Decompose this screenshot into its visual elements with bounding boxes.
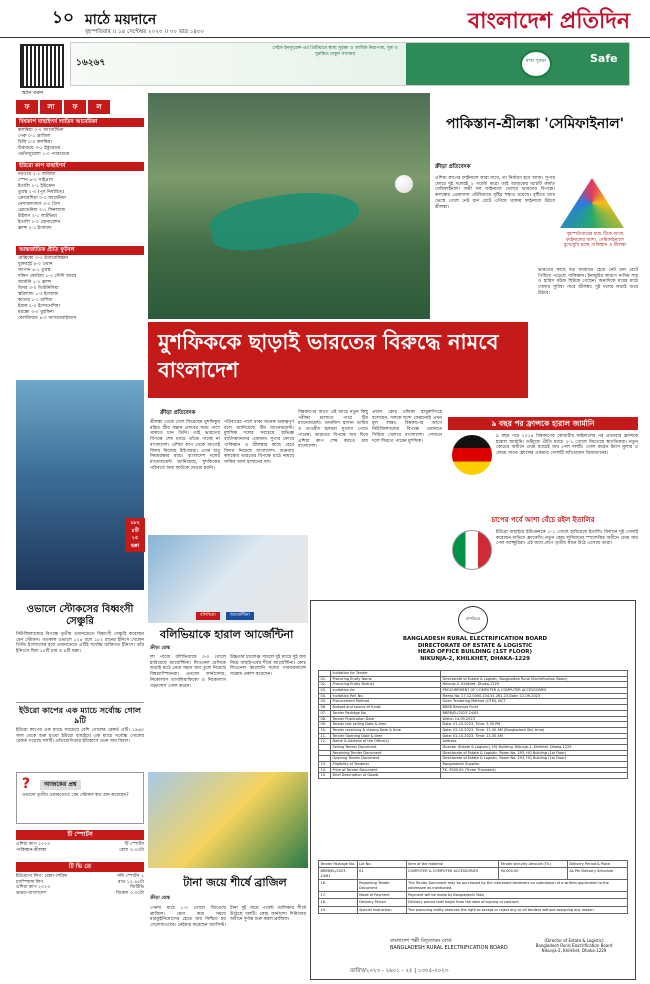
- table-row: [319, 880, 628, 892]
- table-row: [319, 868, 628, 880]
- tender-cell: Eligibility of Tenderer: [331, 762, 441, 768]
- results-block-euro: [16, 162, 144, 232]
- score-tag: [125, 518, 145, 552]
- tender-cell: 12.: [319, 739, 331, 745]
- note-val: Payment will be made by Bangladeshi Taka: [406, 891, 627, 898]
- asia-cup-logo: [560, 178, 624, 228]
- publication-date: বৃহস্পতিবার ।। ১৪ সেপ্টেম্বর ২০২৩ ।। ৩০ ভাদ্র ১৪৩০: [85, 29, 205, 35]
- tv-line: পাকিস্তান-শ্রীলঙ্কা: [16, 847, 47, 853]
- tender-cell: Invitation Ref. No.: [331, 693, 441, 699]
- result-line: ফ্রান্স ২-১ ইংল্যান্ড: [18, 225, 52, 231]
- tender-cell: Bangladeshi Supplier: [441, 762, 628, 768]
- tender-cell: TK. 3000.00 (Three Thousand): [441, 767, 628, 773]
- note-val: The Tender Document may be purchased by the interested tenderers on submission of a written application to the addressee as mentioned.: [406, 880, 627, 892]
- result-line: স্পেন ৬-০ সাইপ্রাস: [18, 177, 53, 183]
- tender-cell: Date: 02.10.2023, Time: 11.00 AM (Bangladesh Std. time): [441, 727, 628, 733]
- results-block-friendly: [16, 246, 144, 322]
- tender-cell: 10.: [319, 727, 331, 733]
- tender-cell: Directorate of Estate & Logistic, Bangladesh Rural Electrification Board,: [441, 676, 628, 682]
- team-tag-argentina: আর্জেন্টিনা: [226, 612, 254, 620]
- tender-cell: Invitation for: [331, 688, 441, 694]
- results-block-title: আন্তর্জাতিক প্রীতি ফুটবল: [16, 246, 144, 255]
- result-line: কাতার ১-১ রাশিয়া: [18, 297, 53, 303]
- results-tab: ল: [88, 100, 110, 114]
- result-line: নরওয়ে ২-১ জর্জিয়া: [18, 171, 56, 177]
- tender-lot-table: [318, 860, 628, 914]
- qr-label: স্ক্যান করুন: [22, 90, 44, 96]
- result-line: তুরস্ক ২-৩ (পূর্ণ নির্ধারিত): [18, 189, 65, 195]
- quiz-title: আজকের প্রশ্ন: [40, 780, 81, 790]
- tv-line: ইউরোপা লিগ: রোমা-শেরিফ: [16, 874, 68, 879]
- result-line: মরক্কো ৩-০ বুরকিনা: [18, 309, 54, 315]
- tv-line: চ্যাম্পিয়ন্স লিগ: [16, 879, 44, 885]
- stokes-headline: ওভালে স্টোকসের বিধ্বংসী সেঞ্চুরি: [26, 604, 134, 627]
- euro-body: ইউরো কাপের এক ম্যাচে সবচেয়ে বেশি গোলের রেকর্ড এটি। ১৯৬০ সাল থেকে শুরু হওয়া ইউরো বাছাইয়ে এক ম্যাচে সর্বোচ্চ গোলের রেকর্ড গড়েছে দলটি। প্রতিযোগিতার ইতিহাসে এমন জয় বিরল।: [16, 728, 144, 745]
- euro-headline: ইউরো কাপের এক ম্যাচে সর্বোচ্চ গোল ৯টি: [16, 702, 144, 725]
- mushfiq-col-1: শ্রীলঙ্কা থেকে দেশে ফিরেছেন মুশফিকুর রহিম। স্ত্রীর সন্তান প্রসবের সময় পাশে থাকতে চান তিনি। তাই ভারতের বিপক্ষে শেষ ম্যাচে তাঁকে পাচ্ছে না বাংলাদেশ। এশিয়া কাপ থেকে আগেই বিদায় নিয়েছে টাইগাররা। এখন শুধু নিয়মরক্ষার ম্যাচ। বাংলাদেশ দলের ম্যানেজমেন্ট জানিয়েছে, মুশফিকের পরিবর্তে অন্য কাউকে নেওয়া হয়নি।: [150, 420, 220, 471]
- note-key: Delivery Period: [357, 899, 406, 906]
- tender-sign-line: (Director of Estate & Logistic): [544, 938, 604, 943]
- brazil-headline: টানা জয়ে শীর্ষে ব্রাজিল: [183, 876, 287, 889]
- stokes-body: নিউজিল্যান্ডের বিপক্ষে তৃতীয় ওয়ানডেতে বিধ্বংসী সেঞ্চুরি করেছেন বেন স্টোকস। গতকাল ওভালে ১২৪ বলে ১৮২ রানের ইনিংস খেলেন তিনি। ইংল্যান্ডের হয়ে ওয়ানডেতে এটিই সর্বোচ্চ ব্যক্তিগত ইনিংস। তাঁর ইনিংসে ছিল ১৫টি চার ও ৯টি ছক্কা।: [16, 632, 144, 655]
- result-line: ভেনিজুয়েলা ১-০ প্যারাগুয়ে: [18, 151, 70, 157]
- ad-hotline: ১৬২৬৭: [76, 58, 106, 68]
- mushfiq-headline: মুশফিককে ছাড়াই ভারতের বিরুদ্ধে নামবে বাংলাদেশ: [148, 322, 528, 398]
- tender-cell: 05.: [319, 699, 331, 705]
- tender-cell: Date: 02.10.2023, Time: 11.30 AM: [441, 733, 628, 739]
- football-icon: [395, 175, 413, 193]
- stokes-photo: [16, 380, 144, 590]
- brazil-body-2: টানা দুই জয়ে পয়েন্ট তালিকার শীর্ষে উঠেছে দলটি। কোচ ফার্নান্দো দিনিজের অধীনে দুর্দান্ত শুরু করল ব্রাজিল।: [230, 906, 306, 923]
- tender-footer: তারিখ/২০২৩ - ২৬০১ - ২৫ | ১৩০৫-২০২৩: [350, 968, 449, 974]
- note-num: 17.: [319, 891, 358, 898]
- lot-head-cell: Item of the material: [406, 861, 499, 868]
- tender-cell: Directorate of Estate & Logistic, Room No. 293, HQ Building (1st Floor): [441, 750, 628, 756]
- tender-org-line: DIRECTORATE OF ESTATE & LOGISTIC: [417, 642, 533, 649]
- tv-line: সনি স্পোর্টস ২: [117, 874, 144, 879]
- tender-cell: Tender Publication Date: [331, 716, 441, 722]
- tv-line: এশিয়া কাপ ২০২৩: [16, 885, 51, 891]
- tender-cell: 03.: [319, 688, 331, 694]
- lot-head-cell: Lot No.: [357, 861, 406, 868]
- tender-org-line: BANGLADESH RURAL ELECTRIFICATION BOARD: [402, 636, 548, 642]
- result-line: নেদারল্যান্ডস ৩-০ গ্রিস: [18, 201, 61, 207]
- lot-cell: As Per Delivery Schedule: [567, 868, 627, 880]
- tender-cell: Director (Estate & Logistic), HQ Building, Nikunja-2, Khilkhet, Dhaka-1229: [441, 744, 628, 750]
- tv-line: বেলা ৩.৩০টা: [119, 847, 144, 853]
- tender-cell: Memo No. 27.12.0000.104.51.261.23.Date: 12-09-2023: [441, 693, 628, 699]
- score-tag-line: ৪টি: [131, 527, 139, 534]
- note-key: Regarding Tender Document: [357, 880, 406, 892]
- tender-cell: 06.: [319, 705, 331, 711]
- tender-cell: Tender Package No.: [331, 710, 441, 716]
- results-block-latam: [16, 118, 144, 158]
- table-row: [319, 906, 628, 913]
- ad-tagline: সেইফ ইনস্যুরেন্স-এর প্রিমিয়ামে স্বাস্থ্য সুরক্ষা ও আর্থিক নিরাপত্তা, সুস্থ ও সুরক্ষিত থাকুন সবসময়: [272, 46, 398, 57]
- tender-signature-org: [390, 938, 508, 951]
- tender-cell: Price of Tender Document: [331, 767, 441, 773]
- ad-logo: Safe: [590, 52, 618, 65]
- tender-cell: Brief Description of Goods: [331, 773, 441, 779]
- result-line: ইতালি ১-০ জেনারেশন: [18, 219, 61, 225]
- lot-head-cell: Delivery Period & Place: [567, 861, 627, 868]
- result-line: জার্মানি ১-২ ফ্রান্স: [18, 279, 52, 285]
- tender-cell: Invitation for Tender: [331, 671, 441, 677]
- tv-line: বিকেল ৩.৩০টা: [115, 891, 144, 897]
- tender-cell: Open Tendering Method (OTM), NCT: [441, 699, 628, 705]
- table-row: [319, 899, 628, 906]
- result-line: যুক্তরাষ্ট্র ৪-০ ওমান: [18, 261, 53, 267]
- tv-line: টি স্পোর্টস: [124, 842, 144, 847]
- lot-cell: 90,000.00: [499, 868, 568, 880]
- lot-cell: COMPUTER & COMPUTER ACCESSORIES: [406, 868, 499, 880]
- score-tag-line: ছক্কা: [130, 542, 140, 549]
- result-line: কলম্বিয়া ০-০ আর্জেন্টিনা: [18, 127, 64, 133]
- germany-headline: ৯ বছর পর ফ্রান্সকে হারাল জার্মানি: [448, 417, 638, 430]
- pakistan-body: এশিয়া কাপের ফাইনালে কারা যাবে, তা নির্ধারণ হবে আজ। সুপার ফোরে দুই দলেরই ২ পয়েন্ট করে। তাই আজকের ম্যাচটি কার্যত সেমিফাইনাল। জয়ী দল ফাইনালে খেলবে ভারতের বিপক্ষে। কলম্বোর প্রেমাদাসা স্টেডিয়ামে বৃষ্টির শঙ্কাও রয়েছে। বৃষ্টিতে ম্যাচ ভেস্তে গেলে নেট রান রেটে এগিয়ে থাকায় ফাইনালে উঠবে শ্রীলঙ্কা।: [435, 176, 555, 210]
- tender-cell: Budget and source of funds: [331, 705, 441, 711]
- tender-sign-line: বাংলাদেশ পল্লী বিদ্যুতায়ন বোর্ড: [390, 938, 452, 944]
- tender-cell: 01.: [319, 676, 331, 682]
- tender-cell: Date: 01.10.2023, Time: 3.30 PM: [441, 722, 628, 728]
- tender-cell: Procurement Method: [331, 699, 441, 705]
- note-key: Special Instruction: [357, 906, 406, 913]
- tender-org-line: HEAD OFFICE BUILDING (1ST FLOOR): [417, 649, 533, 656]
- tv-head-1: টি স্পোর্টস: [16, 830, 144, 840]
- tender-cell: 11.: [319, 733, 331, 739]
- pakistan-headline: পাকিস্তান-শ্রীলঙ্কা 'সেমিফাইনাল': [445, 116, 625, 132]
- brazil-byline: ক্রীড়া ডেস্ক: [150, 896, 170, 901]
- tender-signatory: [520, 938, 628, 954]
- tender-cell: Selling Tender Document: [331, 744, 441, 750]
- argentina-body-2: উচ্চতার চ্যালেঞ্জ সামলে দুই ম্যাচে দুই জয় নিয়ে বাছাইপর্বের শীর্ষে আর্জেন্টিনা। কোচ লিওনেল স্কালোনি দলের পারফরম্যান্সে সন্তোষ প্রকাশ করেছেন।: [230, 655, 306, 678]
- mushfiq-col-4: প্রধান কোচ চন্ডিকা হাথুরুসিংহে বলেছেন, দলকে ছন্দে ফেরানোই এখন মূল লক্ষ্য। বিশ্বকাপের আগে নিউজিল্যান্ডের বিপক্ষে ওয়ানডে সিরিজ খেলবে বাংলাদেশ। সেখানে দলে ফিরতে পারেন মুশফিক।: [372, 410, 442, 444]
- tender-cell: [441, 773, 628, 779]
- table-row: [319, 861, 628, 868]
- tv-line: জিটিভি: [130, 885, 144, 891]
- page-number: ১০: [52, 8, 75, 28]
- table-row: [319, 891, 628, 898]
- tender-sign-line: Bangladesh Rural Electrification Board: [535, 943, 613, 949]
- italy-flag-icon: [452, 530, 492, 570]
- argentina-headline: বলিভিয়াকে হারাল আর্জেন্টিনা: [160, 628, 294, 641]
- page-header: [0, 0, 650, 38]
- score-tag-line: ১৫: [131, 535, 139, 541]
- results-block-title: বিশ্বকাপ বাছাইপর্ব লাতিন আমেরিকা: [16, 118, 144, 127]
- pakistan-byline: ক্রীড়া প্রতিবেদক: [435, 164, 471, 170]
- tv-grid-1: [16, 842, 144, 853]
- tender-cell: 09.: [319, 722, 331, 728]
- italy-body: ইউরো বাছাইয়ে ইউক্রেনকে ২-১ গোলে হারিয়েছে ইতালি। মিলানে দুই গোলই করেছেন দাভিদে ফ্রাত্তেসি। নতুন কোচ লুসিয়ানো স্পালেত্তির অধীনে প্রথম জয় পেল আজ্জুরিরা। এই জয়ে গ্রুপে তৃতীয় স্থানে উঠে এসেছে তারা।: [496, 530, 638, 547]
- result-line: জাপান ৪-১ তুরস্ক: [18, 267, 51, 273]
- tender-cell: Address: [441, 739, 628, 745]
- tender-cell: BREB Revenue Fund: [441, 705, 628, 711]
- tender-cell: 07.: [319, 710, 331, 716]
- tender-cell: Tender Opening Date & time: [331, 733, 441, 739]
- section-title: মাঠে ময়দানে: [85, 12, 157, 28]
- tender-sign-line: Nikunja-2, Khilkhet, Dhaka-1229: [541, 948, 607, 954]
- tender-cell: Tender last selling Date & time: [331, 722, 441, 728]
- brazil-photo: [148, 772, 308, 868]
- argentina-photo: [148, 535, 308, 623]
- breb-logo: বাপবিবো: [458, 606, 488, 634]
- tender-org-line: NIKUNJA-2, KHILKHET, DHAKA-1229: [420, 655, 530, 662]
- tender-cell: Nikunja-2, Khilkhet, Dhaka-1229: [441, 682, 628, 688]
- result-line: পেরু ০-১ ব্রাজিল: [18, 133, 51, 139]
- tv-line: এশিয়া কাপ ২০২৩: [16, 842, 51, 847]
- tender-sign-line: BANGLADESH RURAL ELECTRIFICATION BOARD: [390, 944, 508, 951]
- result-line: মেক্সিকো ৩-৩ উজবেকিস্তান: [18, 255, 69, 261]
- result-line: মিসর ৩-০ তিউনিসিয়া: [18, 285, 59, 291]
- germany-body: ৯ বছর পরে ২০১৪ বিশ্বকাপের কোয়ার্টার ফাইনালের পর প্রথমবার ফ্রান্সকে হারাল জার্মানি। ডর্টমুন্ডে প্রীতি ম্যাচে ২-১ গোলে জিতেছে স্বাগতিকরা। নতুন কোচের অধীনে প্রথম ম্যাচেই জয় পেল দলটি। গোল করেন টমাস মুলার ও লেরয় সানে। ফ্রান্সের একমাত্র গোলটি আঁতোয়ান গ্রিজম্যানের।: [496, 434, 638, 457]
- tender-cell: 14.: [319, 767, 331, 773]
- results-tab: লা: [40, 100, 62, 114]
- tender-org: [330, 636, 620, 662]
- note-num: 16.: [319, 880, 358, 892]
- result-line: চিলি ০-০ কলম্বিয়া: [18, 139, 52, 145]
- score-tag-line: ১৮২: [130, 520, 140, 526]
- tender-cell: 15.: [319, 773, 331, 779]
- result-line: ইরাক ২-০ ইন্দোনেশিয়া: [18, 303, 60, 309]
- tv-head-2: টি ভি তে: [16, 862, 144, 872]
- tender-cell: BREB/EL/2023-24/61: [441, 710, 628, 716]
- tender-cell: Tender receiving & closing Date & time: [331, 727, 441, 733]
- note-num: 19.: [319, 906, 358, 913]
- argentina-byline: ক্রীড়া ডেস্ক: [150, 646, 170, 651]
- team-tag-bolivia: বলিভিয়া: [196, 612, 220, 620]
- lot-head-cell: Tender security Amount (Tk.): [499, 861, 568, 868]
- lot-head-cell: Tender Package No.: [319, 861, 358, 868]
- asia-cup-caption: বৃহস্পতিবারের ম্যাচ টিকে আছে ফাইনালের আশা, সেমিফাইনালে মুখোমুখি হচ্ছে পাকিস্তান ও শ্রীলঙ্কা: [563, 232, 627, 249]
- result-line: উইলস ২-১ লাটভিয়া: [18, 213, 58, 219]
- tender-cell: Opening Tender Document: [331, 756, 441, 762]
- note-val: Delivery period shall begin from the date of signing of contract.: [406, 899, 627, 906]
- pakistan-body-2: ভারতের কাছে বড় ব্যবধানে হেরে নেট রান রেটে পিছিয়ে পড়েছে পাকিস্তান। ইনজুরির কারণে নাসিম শাহ ও হারিস রউফ ছিটকে গেছেন। অন্যদিকে ঘরের মাঠে খেলার সুবিধা পাবে শ্রীলঙ্কা। দুই দলের লড়াই জমে উঠবে।: [538, 268, 638, 296]
- tender-cell: Directorate of Estate & Logistic, Room No. 293, HQ Building (1st Floor): [441, 756, 628, 762]
- tender-cell: 02.: [319, 682, 331, 688]
- results-tabs: [16, 100, 110, 114]
- mushfiq-col-2: পরিবারের পাশে থাকা অনেক গুরুত্বপূর্ণ বলে জানিয়েছে টিম ম্যানেজমেন্ট। মুশফিক দলের সবচেয়ে অভিজ্ঞ ব্যাটসম্যানদের একজন। সুপার ফোরে পাকিস্তান ও শ্রীলঙ্কার কাছে হেরে বিদায় নিয়েছে বাংলাদেশ। শুক্রবার কলম্বোয় ভারতের বিপক্ষে মাঠে নামবে সাকিব আল হাসানের দল।: [224, 420, 294, 466]
- tender-cell: Procuring Entity Name: [331, 676, 441, 682]
- results-tab: ফ: [16, 100, 38, 114]
- tv-line: ভারত-বাংলাদেশ: [16, 891, 46, 897]
- result-line: ইতালি ২-১ ইউক্রেন: [18, 183, 55, 189]
- lot-cell: 01: [357, 868, 406, 880]
- note-num: 18.: [319, 899, 358, 906]
- tv-line: রাত ১২.৪৫টা: [118, 879, 144, 885]
- lot-cell: BREB/EL/2023-24/61: [319, 868, 358, 880]
- tv-grid-2: [16, 874, 144, 897]
- result-line: বেলজিয়াম ৪-০ আজারবাইজান: [18, 315, 77, 321]
- tender-cell: 08.: [319, 716, 331, 722]
- result-line: ক্রোয়েশিয়া ০-০ আর্মেনিয়া: [18, 195, 67, 201]
- result-line: দক্ষিণ কোরিয়া ১-০ সৌদি আরব: [18, 273, 77, 279]
- result-line: স্লোভেনিয়া ৩-১ ফিনল্যান্ড: [18, 207, 66, 213]
- ad-badge: স্বাস্থ্য সুরক্ষা: [520, 50, 552, 78]
- mushfiq-byline: ক্রীড়া প্রতিবেদক: [160, 410, 196, 416]
- results-tab: ফ: [64, 100, 86, 114]
- qr-code: [20, 44, 64, 88]
- argentina-body: লা পাজে বলিভিয়াকে ৩-০ গোলে হারিয়েছে আর্জেন্টিনা। লিওনেল মেসিকে ছাড়াই মাঠে নেমে সহজ জয় তুলে নিয়েছে বিশ্বচ্যাম্পিয়নরা। এনজো ফার্নান্দেজ, নিকোলাস তাগলিয়াফিকো ও নিকোলাস গঞ্জালেস গোল করেন।: [150, 655, 226, 689]
- germany-flag-icon: [452, 435, 492, 475]
- result-line: উরুগুয়ে ৩-১ ইকুয়েডর: [18, 145, 61, 151]
- note-val: The procuring entity reserves the right to accept or reject any or all tenders without assigning any reason.: [406, 906, 627, 913]
- italy-headline: চাপের পর্বে আশা বেঁচে রইল ইতালির: [491, 516, 595, 524]
- tender-cell: Within 14.09.2023: [441, 716, 628, 722]
- brazil-body: পেরুর মাঠে ১-০ গোলে জিতেছে ব্রাজিল। যোগ করা সময়ে মারকুইনিয়োসের হেডে জয় নিশ্চিত হয় সেলেসাওদের। নেইমার করেছেন অ্যাসিস্ট।: [150, 906, 226, 929]
- tender-cell: PROCUREMENT OF COMPUTER & COMPUTER ACCESSORIES: [441, 688, 628, 694]
- results-block-title: ইউরো কাপ বাছাইপর্ব: [16, 162, 144, 171]
- question-mark-icon: ?: [22, 776, 31, 792]
- tender-table: [318, 670, 628, 779]
- tender-cell: 13.: [319, 762, 331, 768]
- result-line: স্কটল্যান্ড ১-৩ ইংল্যান্ড: [18, 291, 59, 297]
- table-row: [319, 773, 628, 779]
- quiz-text: ওভালে তৃতীয় ওয়ানডেতে বেন স্টোকস কত রান করেছেন?: [22, 793, 129, 798]
- note-key: Mode of Payment: [357, 891, 406, 898]
- tender-cell: Name & Address of the Office(s): [331, 739, 441, 745]
- masthead: বাংলাদেশ প্রতিদিন: [467, 8, 630, 34]
- tender-cell: 04.: [319, 693, 331, 699]
- mushfiq-col-3: বিশ্বকাপের আগে এই ম্যাচে নতুন কিছু পরীক্ষা চালাতে পারে টিম ম্যানেজমেন্ট। তানজিদ হাসান তামিম ও তাওহীদ হৃদয়রা সুযোগ পেতে পারেন। ভারতের বিপক্ষে জয় দিয়ে এশিয়া কাপ শেষ করতে চায় বাংলাদেশ।: [298, 410, 368, 450]
- tender-cell: Procuring Entity District: [331, 682, 441, 688]
- tender-cell: Receiving Tender Document: [331, 750, 441, 756]
